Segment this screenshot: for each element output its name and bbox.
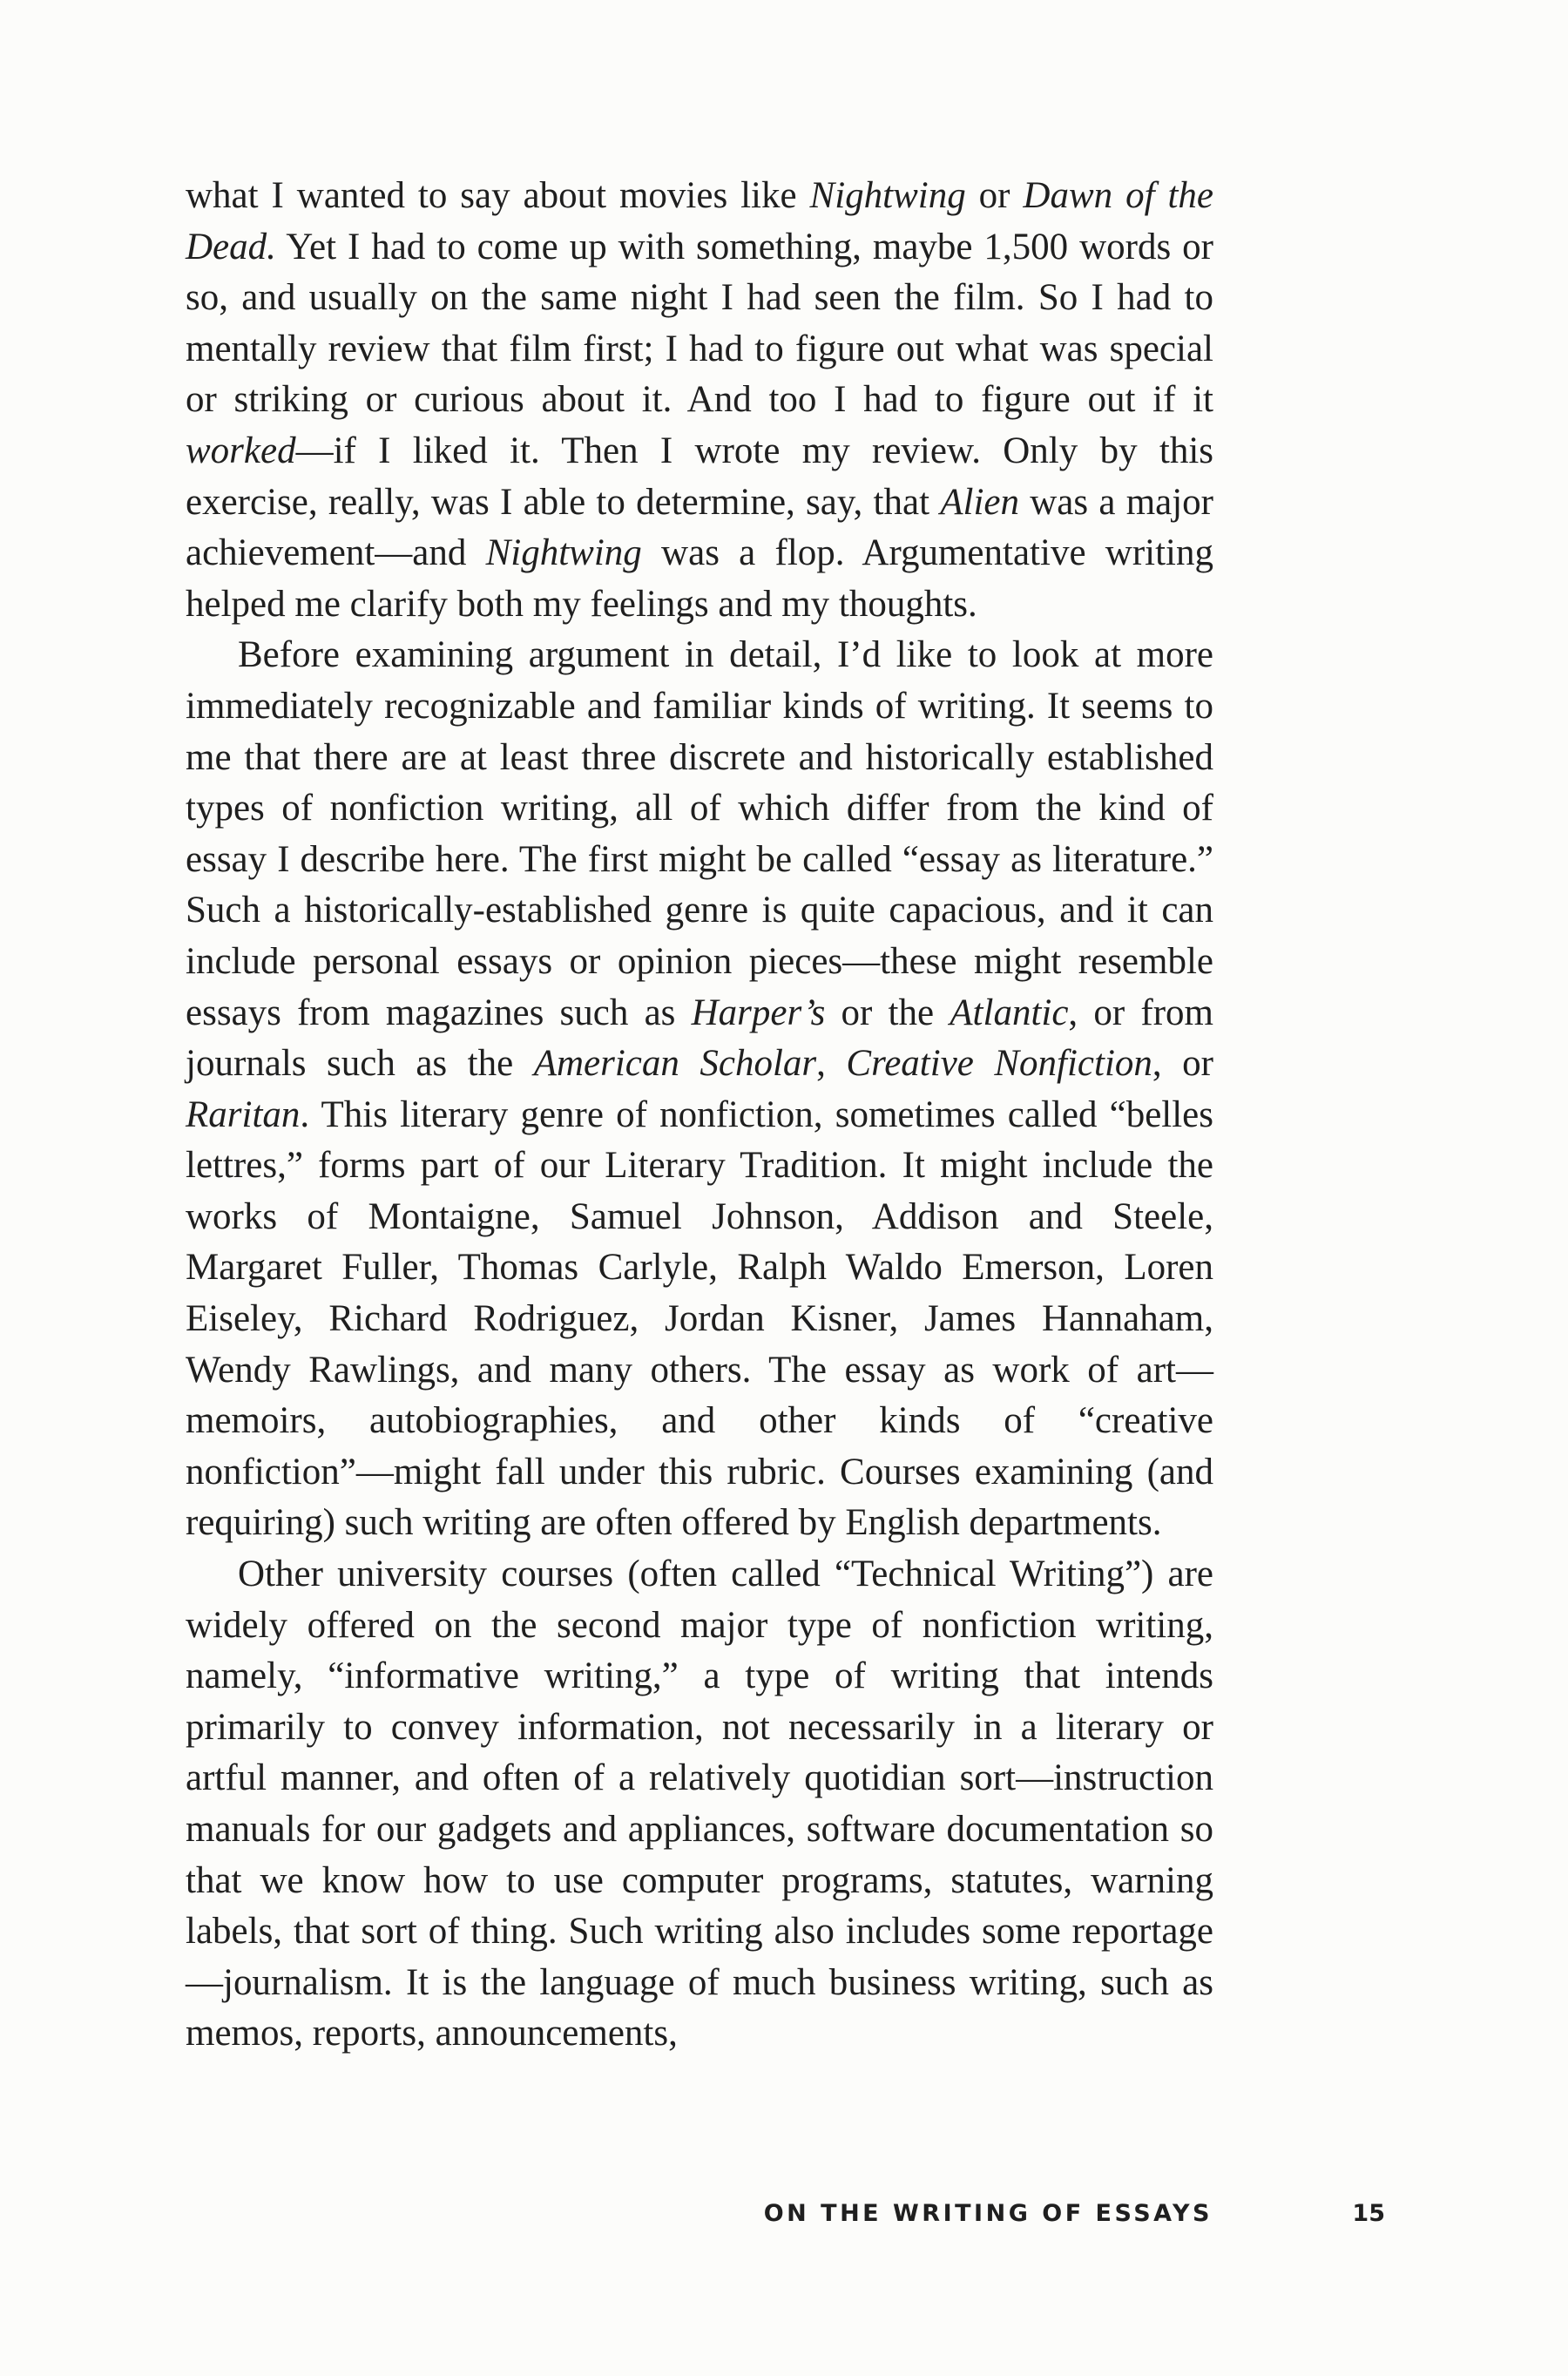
text-run: . This literary genre of nonfiction, sometimes called “belles lettres,” forms part of our Literary Tradition. It might include the works of Montaigne, Samuel Johnson, Addison and Steele, Margaret Fuller, Thomas Carlyle, Ralph Waldo Emerson, Loren Eiseley, Richard Rodriguez, Jordan Kisner, James Hannaham, Wendy Rawlings, and many others. The essay as work of art—memoirs, autobiographies, and other kinds of “creative nonfiction”—might fall under this rubric. Courses examining (and requiring) such writing are often offered by English departments. (186, 1093, 1213, 1544)
italic-text: worked (186, 430, 296, 471)
text-run: Other university courses (often called “Technical Writing”) are widely offered on the second major type of nonfiction writing, namely, “informative writing,” a type of writing that intends primarily to convey information, not necessarily in a literary or artful manner, and often of a relatively quotidian sort—instruction manuals for our gadgets and appliances, software documentation so that we know how to use computer programs, statutes, warning labels, that sort of thing. Such writing also includes some reportage—journalism. It is the language of much business writing, such as memos, reports, announcements, (186, 1554, 1213, 2054)
text-run: what I wanted to say about movies like (186, 175, 810, 216)
paragraph (186, 1549, 1213, 2060)
italic-text: Nightwing (485, 532, 642, 574)
text-run: Yet I had to come up with something, maybe 1,500 words or so, and usually on the same night I had seen the film. So I had to mentally review that film first; I had to figure out what was special or striking or curious about it. And too I had to figure out if it (186, 226, 1213, 421)
italic-text: Creative Nonfiction (846, 1043, 1152, 1085)
italic-text: American Scholar (533, 1043, 817, 1085)
page-number: 15 (1352, 2200, 1385, 2227)
text-run: Before examining argument in detail, I’d like to look at more immediately recognizable and familiar kinds of writing. It seems to me that there are at least three discrete and historically established types of nonfiction writing, all of which differ from the kind of essay I describe here. The first might be called “essay as literature.” Such a historically-established genre is quite capacious, and it can include personal essays or opinion pieces—these might resemble essays from magazines such as (186, 634, 1213, 1033)
italic-text: Atlantic (950, 992, 1069, 1033)
italic-text: Dawn of the Dead. (186, 175, 1213, 267)
text-run: , or (1152, 1043, 1213, 1085)
italic-text: Harper’s (691, 992, 826, 1033)
text-run: was a flop. Argumentative writing helped me clarify both my feelings and my thoughts. (186, 532, 1213, 625)
text-run: or (965, 175, 1024, 216)
paragraph (186, 171, 1213, 630)
text-run: —if I liked it. Then I wrote my review. Only by this exercise, really, was I able to determine, say, that (186, 430, 1213, 523)
body-text (186, 171, 1213, 2060)
paragraph (186, 630, 1213, 1549)
text-run: , or from journals such as the (186, 992, 1213, 1085)
text-run: , (816, 1043, 847, 1085)
running-head: ON THE WRITING OF ESSAYS (763, 2200, 1213, 2227)
italic-text: Alien (940, 481, 1020, 523)
text-run: or the (825, 992, 950, 1033)
text-run: was a major achievement—and (186, 481, 1213, 574)
italic-text: Nightwing (809, 175, 966, 216)
italic-text: Raritan (186, 1093, 301, 1135)
